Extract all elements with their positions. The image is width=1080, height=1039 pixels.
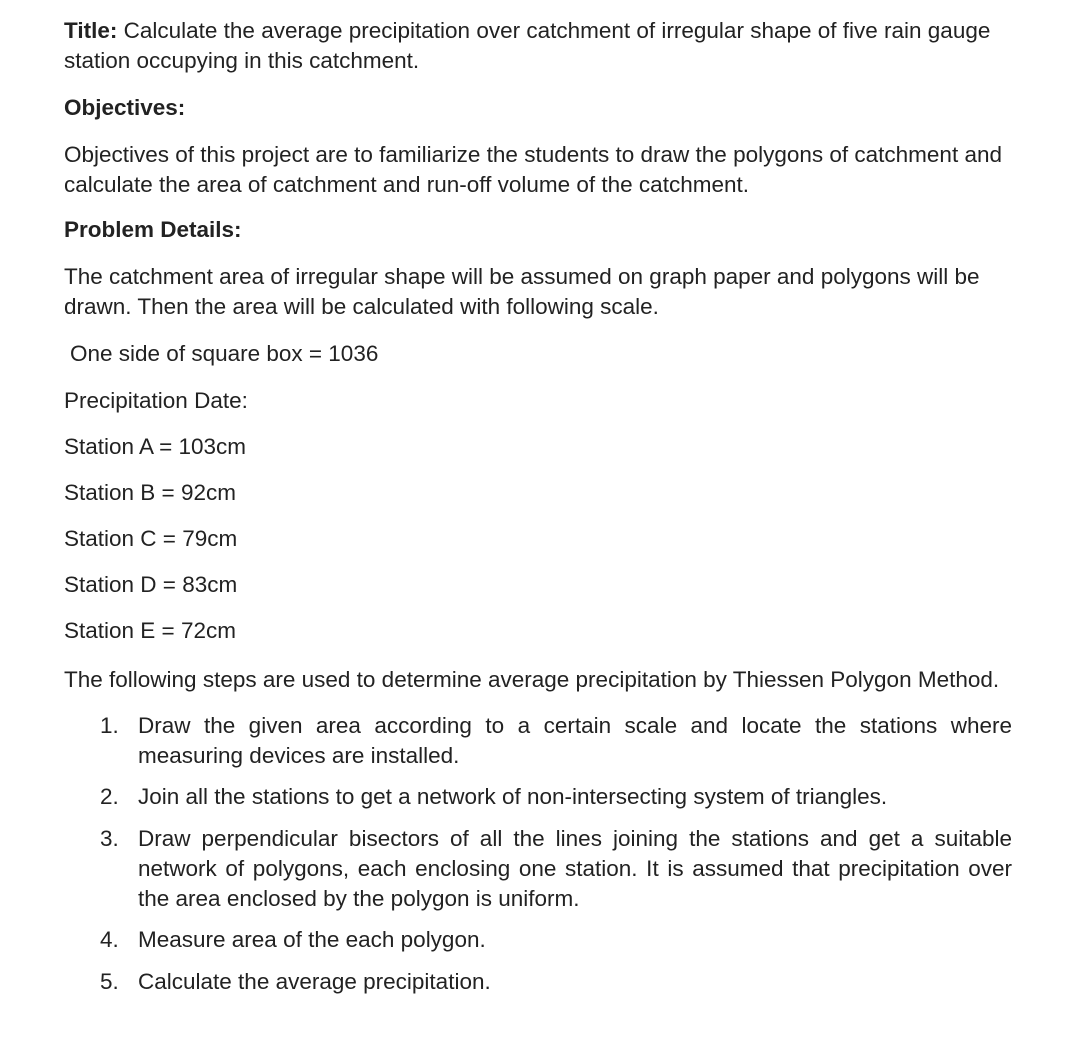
step-item (100, 925, 1012, 955)
title-paragraph (64, 16, 1016, 76)
objectives-heading: Objectives: (64, 95, 186, 120)
title-text: Calculate the average precipitation over catchment of irregular shape of five rain gauge station occupying in this catchment. (64, 18, 991, 73)
steps-list (100, 711, 1012, 997)
step-text: Draw perpendicular bisectors of all the lines joining the stations and get a suitable network of polygons, each enclosing one station. It is assumed that precipitation over the area enclosed by the polygon is uniform. (138, 826, 1012, 911)
scale-line: One side of square box = 1036 (70, 341, 379, 366)
objectives-text: Objectives of this project are to familiarize the students to draw the polygons of catchment and calculate the area of catchment and run-off volume of the catchment. (64, 142, 1002, 197)
step-number: 5. (100, 969, 119, 994)
step-item (100, 824, 1012, 914)
title-label: Title: (64, 18, 118, 43)
step-number: 3. (100, 826, 119, 851)
step-text: Join all the stations to get a network of non-intersecting system of triangles. (138, 784, 888, 809)
station-b: Station B = 92cm (64, 480, 236, 505)
step-number: 1. (100, 713, 119, 738)
precipitation-heading: Precipitation Date: (64, 388, 248, 413)
step-item (100, 967, 1012, 997)
step-text: Draw the given area according to a certain scale and locate the stations where measuring devices are installed. (138, 713, 1012, 768)
step-text: Measure area of the each polygon. (138, 927, 486, 952)
station-a: Station A = 103cm (64, 434, 246, 459)
step-number: 2. (100, 784, 119, 809)
step-item (100, 782, 1012, 812)
step-number: 4. (100, 927, 119, 952)
document-body (64, 16, 1016, 997)
station-d: Station D = 83cm (64, 572, 238, 597)
station-e: Station E = 72cm (64, 618, 236, 643)
station-c: Station C = 79cm (64, 526, 238, 551)
step-text: Calculate the average precipitation. (138, 969, 491, 994)
problem-details-heading: Problem Details: (64, 217, 242, 242)
step-item (100, 711, 1012, 771)
method-intro: The following steps are used to determine average precipitation by Thiessen Polygon Method. (64, 667, 1000, 692)
problem-details-text: The catchment area of irregular shape will be assumed on graph paper and polygons will be drawn. Then the area will be calculated with following scale. (64, 264, 980, 319)
